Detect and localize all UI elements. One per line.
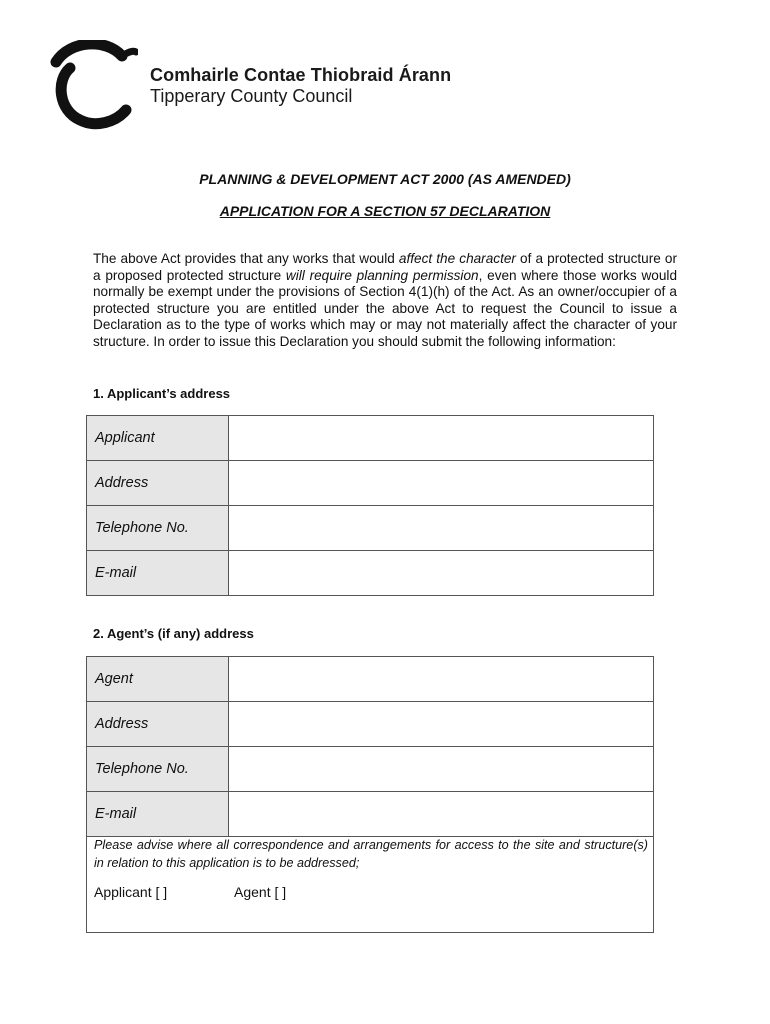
applicant-address-field[interactable] <box>229 461 654 506</box>
agent-email-label: E-mail <box>87 792 229 837</box>
agent-checkbox[interactable]: Agent [ ] <box>234 884 287 900</box>
table-row <box>87 416 654 461</box>
section-agent-heading: 2. Agent’s (if any) address <box>93 626 254 641</box>
agent-table <box>86 656 654 837</box>
org-name-english: Tipperary County Council <box>150 86 353 106</box>
agent-address-label: Address <box>87 702 229 747</box>
applicant-name-field[interactable] <box>229 416 654 461</box>
intro-text-3: , even where those works would normally be exempt under the provisions of Section 4(1)(h) of the Act. As an owner/occupier of a protected structure you are entitled under the above Act to request the Council to issue a Declaration as to the type of works which may or may not materially affect the character of your structure. In order to issue this Declaration you should submit the following information: <box>93 267 678 349</box>
agent-address-field[interactable] <box>229 702 654 747</box>
table-row <box>87 551 654 596</box>
intro-emphasis-1: affect the character <box>398 251 516 266</box>
table-row <box>87 702 654 747</box>
form-title: APPLICATION FOR A SECTION 57 DECLARATION <box>219 203 551 219</box>
applicant-telephone-label: Telephone No. <box>87 506 229 551</box>
intro-paragraph <box>93 251 677 351</box>
tipperary-c-logo-icon <box>46 40 138 132</box>
agent-telephone-field[interactable] <box>229 747 654 792</box>
intro-emphasis-2: will require planning permission <box>285 267 479 283</box>
correspondence-instructions: Please advise where all correspondence and arrangements for access to the site and structure(s) in relation to this application is to be addressed; <box>94 838 648 870</box>
org-name-irish: Comhairle Contae Thiobraid Árann <box>150 65 452 85</box>
applicant-email-field[interactable] <box>229 551 654 596</box>
applicant-address-label: Address <box>87 461 229 506</box>
agent-email-field[interactable] <box>229 792 654 837</box>
correspondence-box <box>86 836 654 933</box>
table-row <box>87 792 654 837</box>
applicant-table <box>86 415 654 596</box>
applicant-email-label: E-mail <box>87 551 229 596</box>
agent-telephone-label: Telephone No. <box>87 747 229 792</box>
agent-label: Agent <box>87 657 229 702</box>
act-title: PLANNING & DEVELOPMENT ACT 2000 (AS AMENDED) <box>199 171 571 187</box>
intro-text-2: of a protected structure or a proposed protected structure <box>93 251 677 283</box>
table-row <box>87 506 654 551</box>
agent-name-field[interactable] <box>229 657 654 702</box>
applicant-telephone-field[interactable] <box>229 506 654 551</box>
table-row <box>87 461 654 506</box>
applicant-label: Applicant <box>87 416 229 461</box>
intro-text-1: The above Act provides that any works that would <box>93 251 399 266</box>
table-row <box>87 657 654 702</box>
applicant-checkbox[interactable]: Applicant [ ] <box>94 884 168 900</box>
section-applicant-heading: 1. Applicant’s address <box>93 386 231 401</box>
table-row <box>87 747 654 792</box>
org-name-block <box>150 64 451 107</box>
